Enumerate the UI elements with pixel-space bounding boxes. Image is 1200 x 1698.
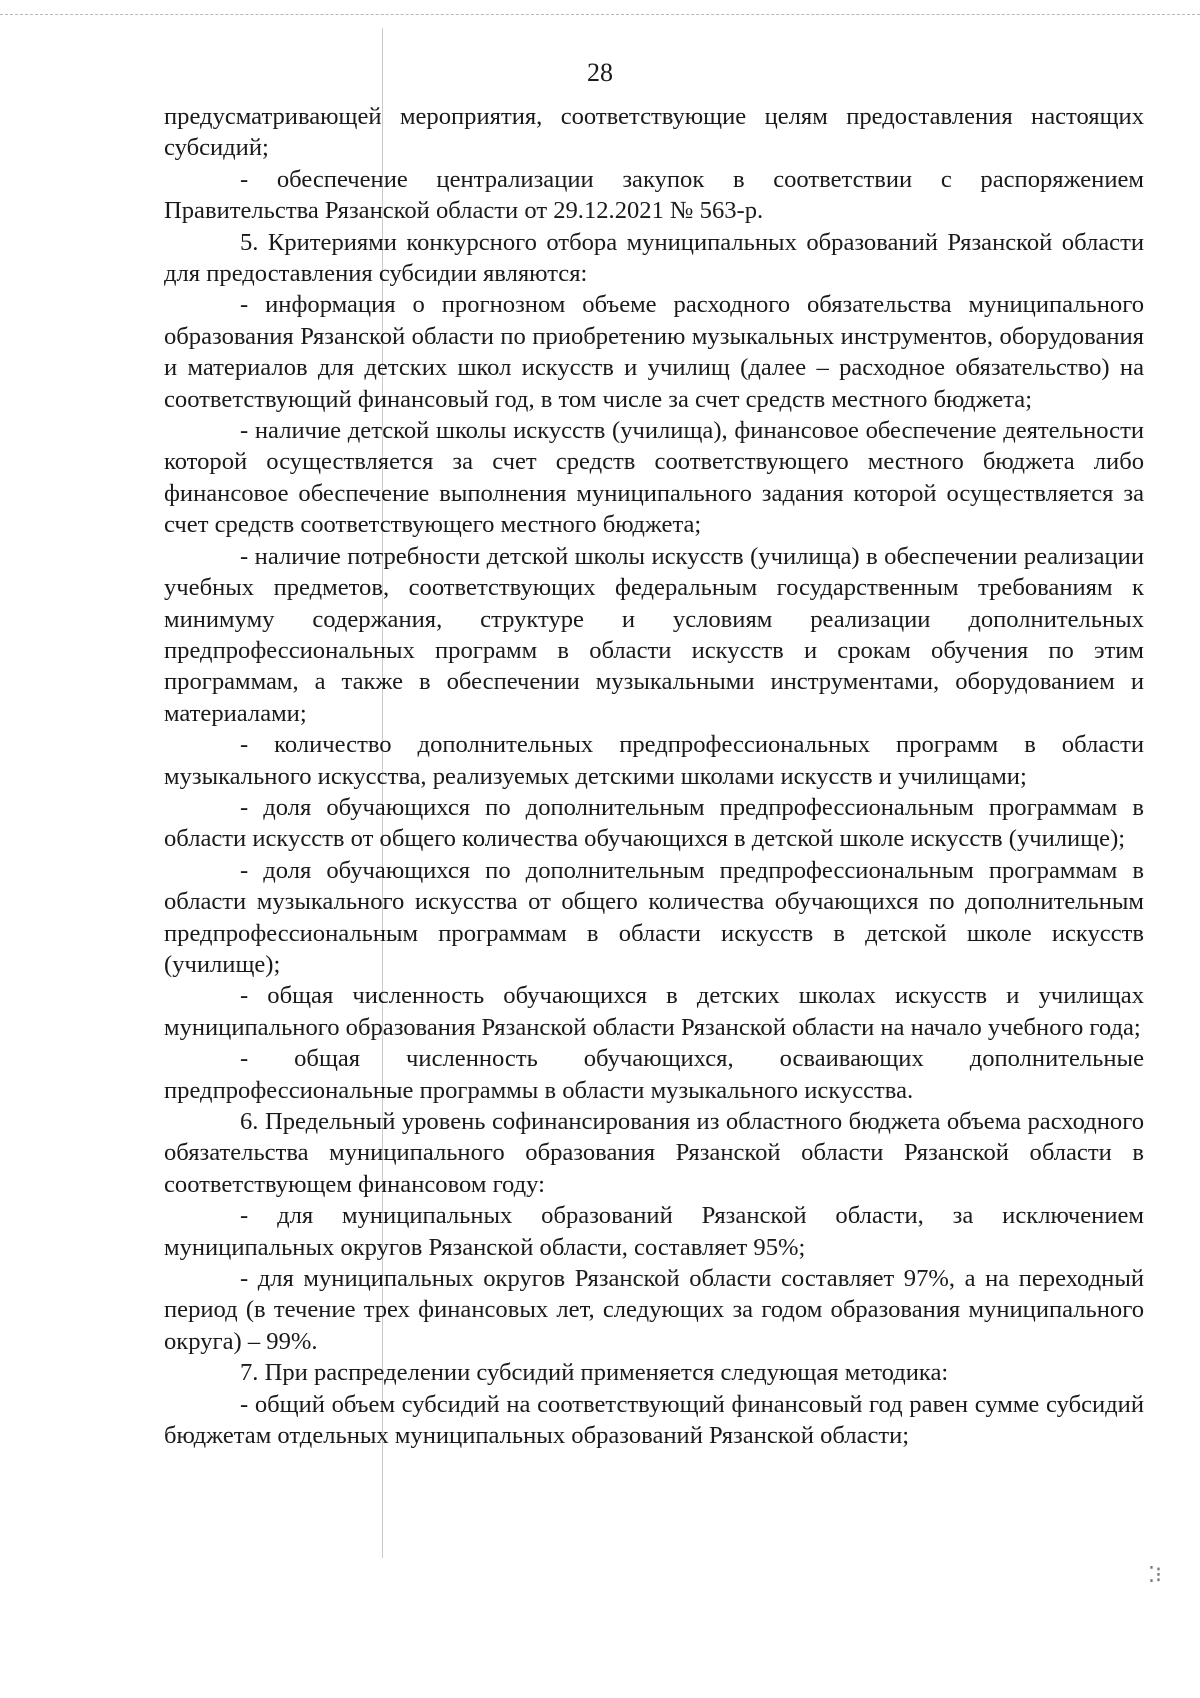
paragraph: - доля обучающихся по дополнительным предпрофессиональным программам в области искусств от общего количества обучающихся в детской школе искусств (училище); (164, 793, 1144, 853)
scan-top-edge (0, 14, 1200, 21)
page-number: 28 (587, 58, 613, 87)
paragraph: - наличие детской школы искусств (училища), финансовое обеспечение деятельности которой осуществляется за счет средств соответствующего местного бюджета либо финансовое обеспечение выполнения муниципального задания которой осуществляется за счет средств соответствующего местного бюджета; (164, 417, 1144, 539)
paragraph: - общий объем субсидий на соответствующий финансовый год равен сумме субсидий бюджетам отдельных муниципальных образований Рязанской области; (164, 1390, 1144, 1450)
paragraph: 6. Предельный уровень софинансирования из областного бюджета объема расходного обязательства муниципального образования Рязанской области Рязанской области в соответствующем финансовом году: (164, 1108, 1144, 1198)
paragraph: - наличие потребности детской школы искусств (училища) в обеспечении реализации учебных предметов, соответствующих федеральным государственным требованиям к минимуму содержания, структуре и условиям реализации дополнительных предпрофессиональных программ в области искусств и срокам обучения по этим программам, а также в обеспечении музыкальными инструментами, оборудованием и материалами; (164, 542, 1144, 727)
paragraph: - доля обучающихся по дополнительным предпрофессиональным программам в области музыкального искусства от общего количества обучающихся по дополнительным предпрофессиональным программам в области искусств в детской школе искусств (училище); (164, 856, 1144, 978)
paragraph: - информация о прогнозном объеме расходного обязательства муниципального образования Рязанской области по приобретению музыкальных инструментов, оборудования и материалов для детских школ искусств и училищ (далее – расходное обязательство) на соответствующий финансовый год, в том числе за счет средств местного бюджета; (164, 291, 1144, 413)
paragraph: - количество дополнительных предпрофессиональных программ в области музыкального искусства, реализуемых детскими школами искусств и училищами; (164, 731, 1144, 790)
paragraph: предусматривающей мероприятия, соответствующие целям предоставления настоящих субсидий; (164, 103, 1144, 162)
paragraph: - обеспечение централизации закупок в соответствии с распоряжением Правительства Рязанской области от 29.12.2021 № 563-р. (164, 165, 1144, 225)
paragraph: - для муниципальных образований Рязанской области, за исключением муниципальных округов Рязанской области, составляет 95%; (164, 1202, 1144, 1261)
paragraph: 7. При распределении субсидий применяется следующая методика: (240, 1359, 949, 1387)
paragraph: 5. Критериями конкурсного отбора муниципальных образований Рязанской области для предоставления субсидии являются: (164, 228, 1144, 288)
document-body (164, 101, 1144, 1451)
scan-speck: ⁚⁝ (1148, 1562, 1162, 1587)
paragraph: - общая численность обучающихся в детских школах искусств и училищах муниципального образования Рязанской области Рязанской области на начало учебного года; (164, 982, 1144, 1041)
paragraph: - общая численность обучающихся, осваивающих дополнительные предпрофессиональные программы в области музыкального искусства. (164, 1045, 1144, 1104)
paragraph: - для муниципальных округов Рязанской области составляет 97%, а на переходный период (в течение трех финансовых лет, следующих за годом образования муниципального округа) – 99%. (164, 1265, 1144, 1355)
